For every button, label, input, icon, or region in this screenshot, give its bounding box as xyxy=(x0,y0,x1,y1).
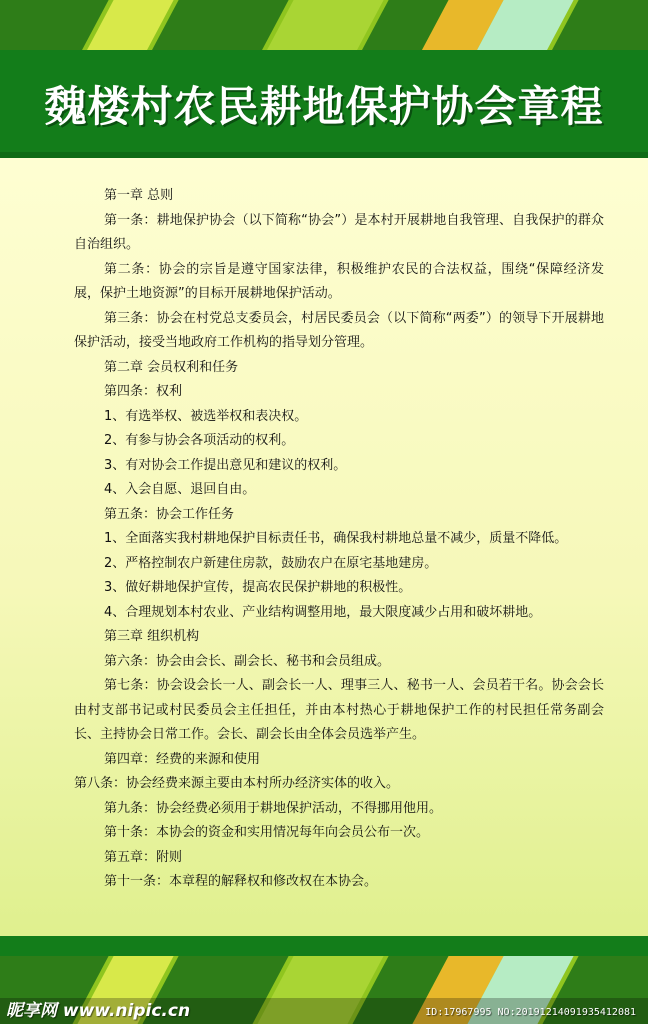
paragraph: 第三章 组织机构 xyxy=(104,629,200,644)
top-decorative-banner xyxy=(0,0,648,50)
paragraph: 第八条：协会经费来源主要由本村所办经济实体的收入。 xyxy=(74,776,400,791)
document-body xyxy=(74,184,604,895)
paragraph: 1、全面落实我村耕地保护目标责任书，确保我村耕地总量不减少，质量不降低。 xyxy=(104,531,568,546)
watermark-id: ID:17967995 NO:20191214091935412081 xyxy=(425,1007,636,1018)
watermark-bar xyxy=(0,998,648,1024)
paragraph: 4、入会自愿、退回自由。 xyxy=(104,482,256,497)
paragraph: 4、合理规划本村农业、产业结构调整用地，最大限度减少占用和破坏耕地。 xyxy=(104,604,542,620)
paragraph: 第一章 总则 xyxy=(104,188,174,203)
paragraph: 第五条：协会工作任务 xyxy=(104,506,235,522)
paragraph: 第十条：本协会的资金和实用情况每年向会员公布一次。 xyxy=(104,825,430,840)
paragraph: 第九条：协会经费必须用于耕地保护活动，不得挪用他用。 xyxy=(104,800,443,816)
paragraph: 第二条：协会的宗旨是遵守国家法律，积极维护农民的合法权益，围绕“保障经济发展，保护土地资源”的目标开展耕地保护活动。 xyxy=(74,261,604,301)
paragraph: 2、严格控制农户新建住房款，鼓励农户在原宅基地建房。 xyxy=(104,555,438,571)
paragraph: 第十一条：本章程的解释权和修改权在本协会。 xyxy=(104,874,378,889)
title-bar xyxy=(0,50,648,158)
paragraph: 第七条：协会设会长一人、副会长一人、理事三人、秘书一人、会员若干名。协会会长由村支部书记或村民委员会主任担任，并由本村热心于耕地保护工作的村民担任常务副会长、主持协会日常工作。会长、副会长由全体会员选举产生。 xyxy=(74,678,604,742)
paragraph: 第四章：经费的来源和使用 xyxy=(104,751,261,767)
paragraph: 第六条：协会由会长、副会长、秘书和会员组成。 xyxy=(104,653,391,669)
paragraph: 第一条：耕地保护协会（以下简称“协会”）是本村开展耕地自我管理、自我保护的群众自治组织。 xyxy=(74,212,604,252)
document-title: 魏楼村农民耕地保护协会章程 xyxy=(44,82,604,131)
paragraph: 第三条：协会在村党总支委员会，村居民委员会（以下简称“两委”）的领导下开展耕地保护活动，接受当地政府工作机构的指导划分管理。 xyxy=(74,310,604,350)
paragraph: 1、有选举权、被选举权和表决权。 xyxy=(104,408,308,424)
paragraph: 3、有对协会工作提出意见和建议的权利。 xyxy=(104,457,347,473)
content-area xyxy=(0,158,648,936)
paragraph: 第二章 会员权利和任务 xyxy=(104,359,239,375)
paragraph: 2、有参与协会各项活动的权利。 xyxy=(104,433,295,448)
paragraph: 3、做好耕地保护宣传，提高农民保护耕地的积极性。 xyxy=(104,580,412,595)
paragraph: 第四条：权利 xyxy=(104,384,183,399)
footer-bar xyxy=(0,936,648,956)
watermark-logo: 昵享网 www.nipic.cn xyxy=(6,1001,191,1021)
paragraph: 第五章：附则 xyxy=(104,849,183,865)
